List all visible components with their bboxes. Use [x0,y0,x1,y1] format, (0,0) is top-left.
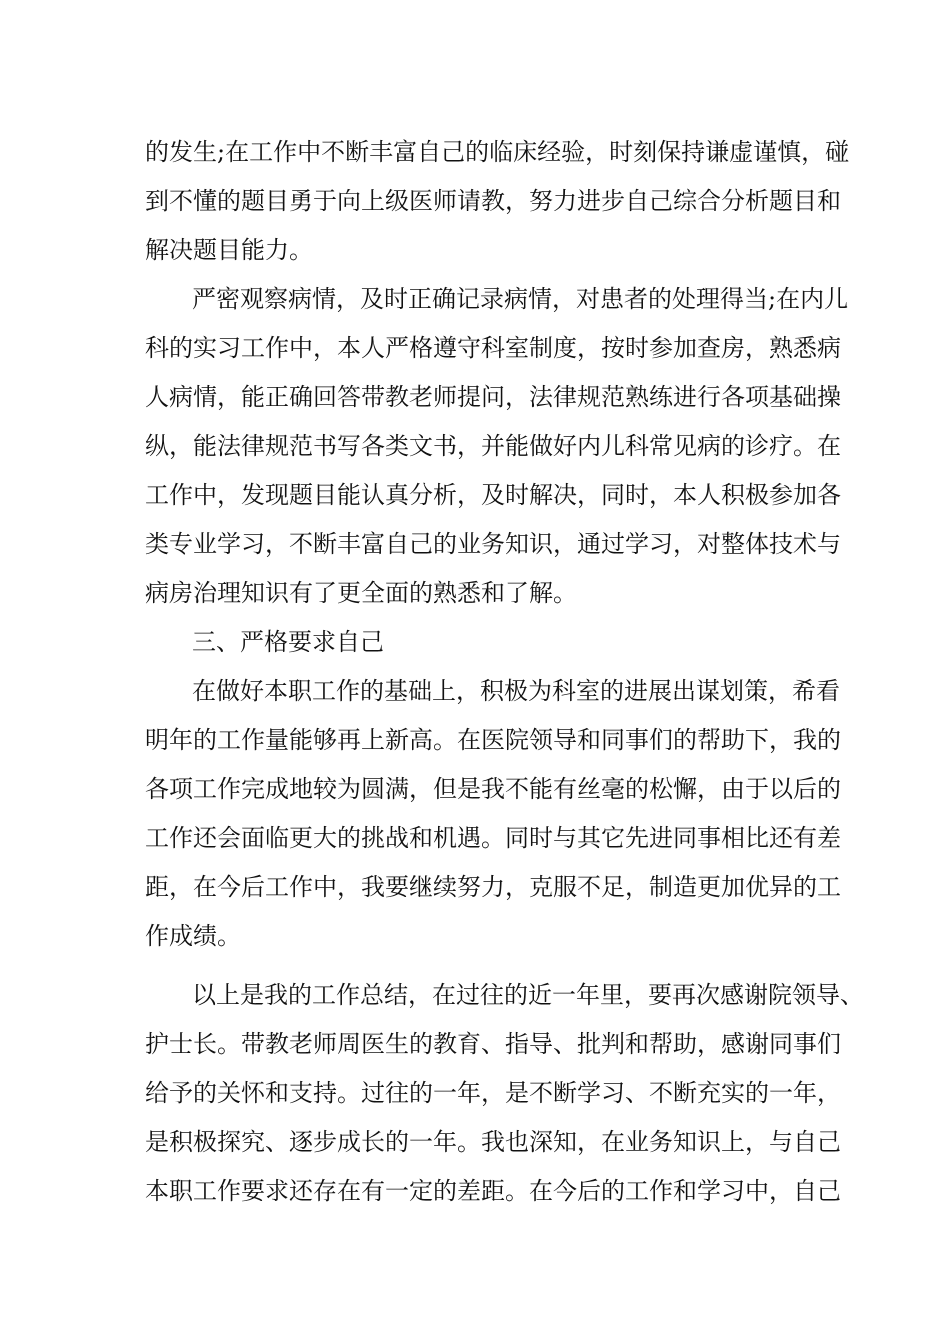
paragraph-start-line: 严密观察病情，及时正确记录病情，对患者的处理得当;在内儿 [192,285,849,313]
text-line: 解决题目能力。 [145,236,313,264]
text-line: 距，在今后工作中，我要继续努力，克服不足，制造更加优异的工 [145,873,841,901]
paragraph-gap [145,961,825,971]
paragraph-start-line: 在做好本职工作的基础上，积极为科室的进展出谋划策，希看 [192,677,840,705]
text-line: 类专业学习，不断丰富自己的业务知识，通过学习，对整体技术与 [145,530,841,558]
text-line: 给予的关怀和支持。过往的一年，是不断学习、不断充实的一年， [145,1079,841,1107]
text-line: 工作中，发现题目能认真分析，及时解决，同时，本人积极参加各 [145,481,841,509]
section-heading: 三、严格要求自己 [192,628,384,656]
text-line: 科的实习工作中，本人严格遵守科室制度，按时参加查房，熟悉病 [145,334,841,362]
text-line: 护士长。带教老师周医生的教育、指导、批判和帮助，感谢同事们 [145,1030,841,1058]
text-line: 到不懂的题目勇于向上级医师请教，努力进步自己综合分析题目和 [145,187,841,215]
text-line: 人病情，能正确回答带教老师提问，法律规范熟练进行各项基础操 [145,383,841,411]
text-line: 各项工作完成地较为圆满，但是我不能有丝毫的松懈，由于以后的 [145,775,841,803]
text-line: 作成绩。 [145,922,241,950]
text-line: 明年的工作量能够再上新高。在医院领导和同事们的帮助下，我的 [145,726,841,754]
text-line: 的发生;在工作中不断丰富自己的临床经验，时刻保持谦虚谨慎，碰 [145,138,850,166]
text-line: 病房治理知识有了更全面的熟悉和了解。 [145,579,577,607]
document-body [145,128,864,1216]
text-line: 是积极探究、逐步成长的一年。我也深知，在业务知识上，与自己 [145,1128,841,1156]
text-line: 本职工作要求还存在有一定的差距。在今后的工作和学习中，自己 [145,1177,841,1205]
text-line: 工作还会面临更大的挑战和机遇。同时与其它先进同事相比还有差 [145,824,841,852]
paragraph-start-line: 以上是我的工作总结，在过往的近一年里，要再次感谢院领导、 [192,981,864,1009]
text-line: 纵，能法律规范书写各类文书，并能做好内儿科常见病的诊疗。在 [145,432,841,460]
